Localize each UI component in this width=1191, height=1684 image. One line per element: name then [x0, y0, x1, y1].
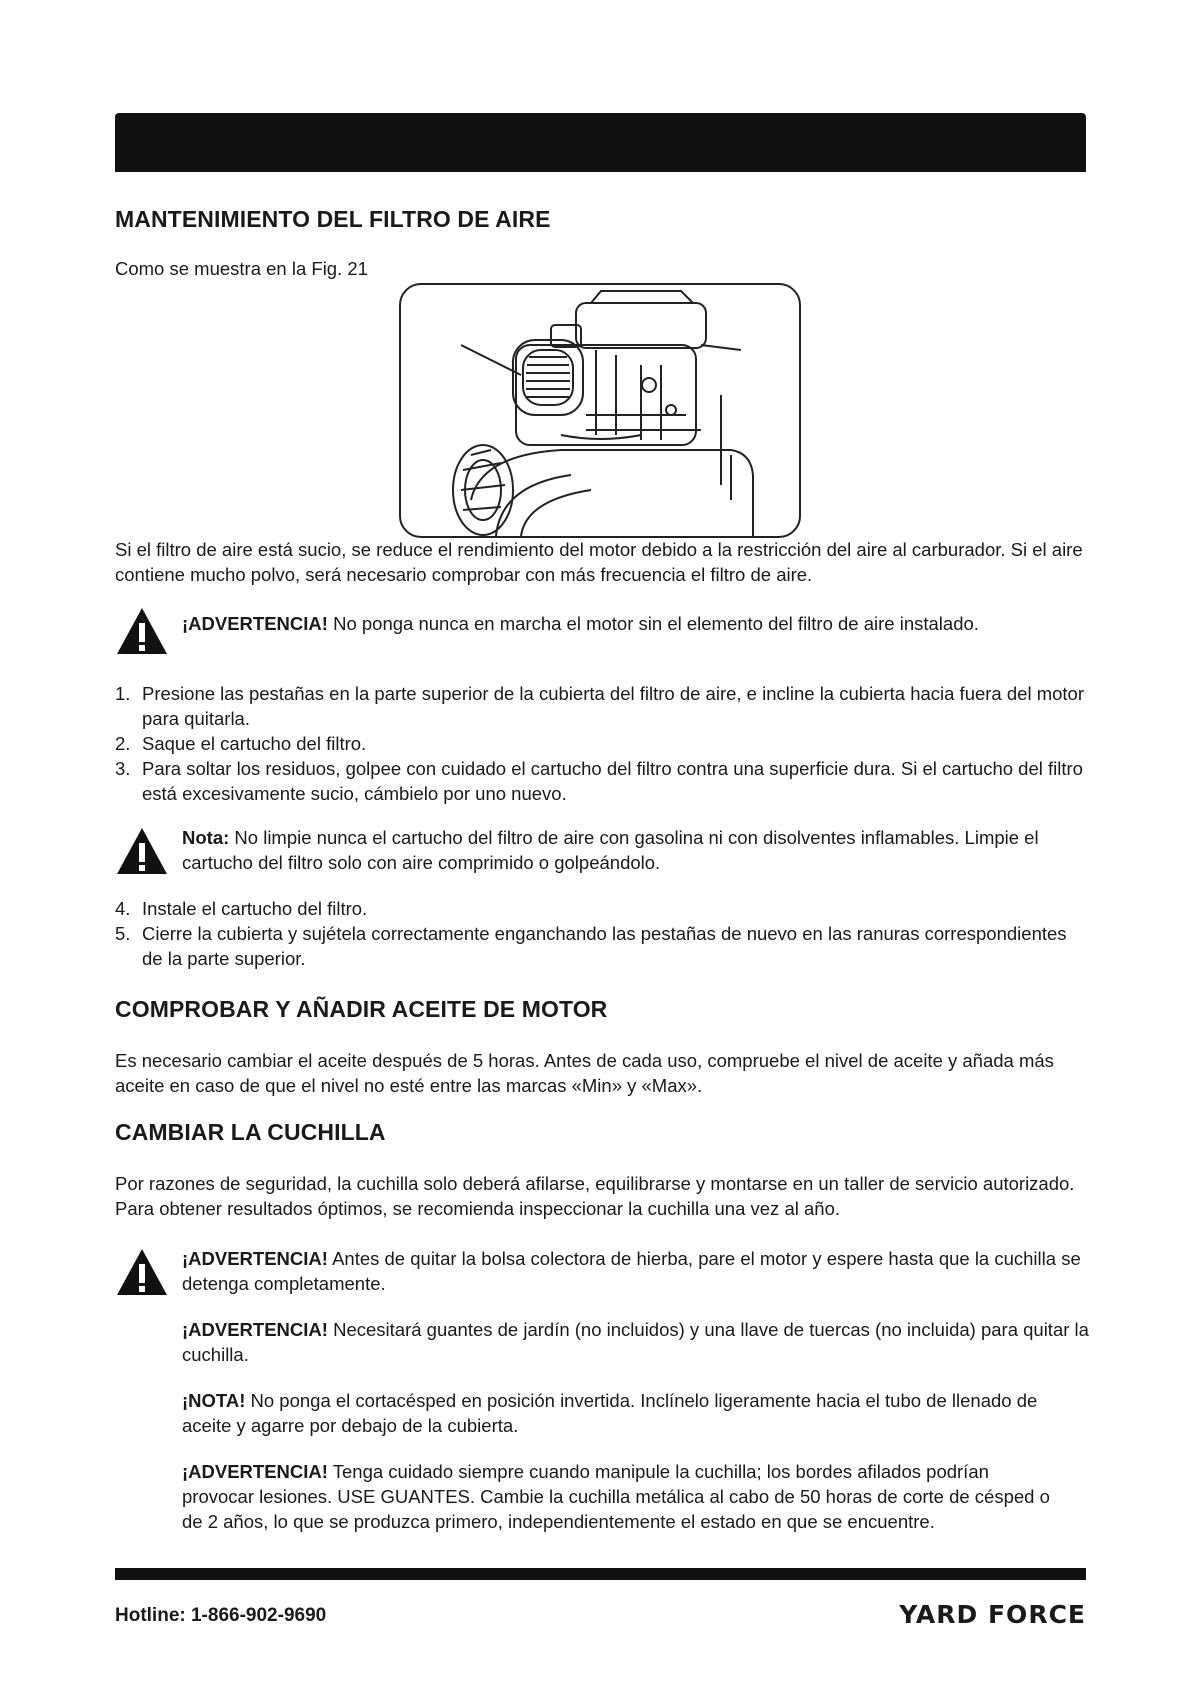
- warning-triangle-icon: [115, 826, 169, 876]
- figure-reference: Como se muestra en la Fig. 21: [115, 258, 368, 279]
- warning-grass-bag: [182, 1246, 1082, 1296]
- warning-triangle-icon: [115, 606, 169, 656]
- list-item: [115, 756, 1100, 806]
- section-title-blade: CAMBIAR LA CUCHILLA: [115, 1119, 386, 1145]
- list-item: [115, 681, 1100, 731]
- warning-body: No ponga nunca en marcha el motor sin el elemento del filtro de aire instalado.: [327, 613, 979, 634]
- warning-no-filter: [182, 611, 1092, 636]
- step-number: 2.: [115, 733, 131, 754]
- list-item: [115, 896, 1075, 921]
- warning-gloves: [182, 1317, 1092, 1367]
- steps-list-2: [115, 896, 1075, 971]
- section-title-oil: COMPROBAR Y AÑADIR ACEITE DE MOTOR: [115, 996, 608, 1022]
- note-no-invert: [182, 1388, 1062, 1438]
- warning-label: ¡ADVERTENCIA!: [182, 613, 328, 634]
- note-label: ¡NOTA!: [182, 1390, 246, 1411]
- step-text: Cierre la cubierta y sujétela correctamente enganchando las pestañas de nuevo en las ranuras correspondientes de la parte superior.: [142, 923, 1067, 969]
- step-number: 1.: [115, 683, 131, 704]
- step-text: Para soltar los residuos, golpee con cuidado el cartucho del filtro contra una superficie dura. Si el cartucho del filtro está excesivamente sucio, cámbielo por uno nuevo.: [142, 758, 1083, 804]
- warning-label: ¡ADVERTENCIA!: [182, 1461, 328, 1482]
- note-cleaning: [182, 825, 1062, 875]
- warning-sharp-blade: [182, 1459, 1062, 1534]
- header-bar: [115, 113, 1086, 172]
- warning-triangle-icon: [115, 1247, 169, 1297]
- step-text: Instale el cartucho del filtro.: [142, 898, 368, 919]
- warning-label: ¡ADVERTENCIA!: [182, 1248, 328, 1269]
- section-title-air-filter: MANTENIMIENTO DEL FILTRO DE AIRE: [115, 206, 551, 232]
- list-item: [115, 731, 1100, 756]
- steps-list-1: [115, 681, 1100, 806]
- note-body: No ponga el cortacésped en posición invertida. Inclínelo ligeramente hacia el tubo de llenado de aceite y agarre por debajo de la cubierta.: [182, 1390, 1038, 1436]
- blade-paragraph: Por razones de seguridad, la cuchilla solo deberá afilarse, equilibrarse y montarse en un taller de servicio autorizado. Para obtener resultados óptimos, se recomienda inspeccionar la cuchilla una vez al año.: [115, 1173, 1075, 1219]
- warning-body: Tenga cuidado siempre cuando manipule la cuchilla; los bordes afilados podrían provocar lesiones. USE GUANTES. Cambie la cuchilla metálica al cabo de 50 horas de corte de césped o de 2 años, lo que se produzca primero, independientemente el estado en que se encuentre.: [182, 1461, 1050, 1532]
- air-filter-paragraph: Si el filtro de aire está sucio, se reduce el rendimiento del motor debido a la restricción del aire al carburador. Si el aire contiene mucho polvo, será necesario comprobar con más frecuencia el filtro de aire.: [115, 539, 1083, 585]
- oil-paragraph: Es necesario cambiar el aceite después de 5 horas. Antes de cada uso, compruebe el nivel de aceite y añada más aceite en caso de que el nivel no esté entre las marcas «Min» y «Max».: [115, 1050, 1054, 1096]
- note-label: Nota:: [182, 827, 230, 848]
- footer-bar: [115, 1568, 1086, 1580]
- engine-illustration: [401, 285, 799, 536]
- step-number: 3.: [115, 758, 131, 779]
- step-number: 5.: [115, 923, 131, 944]
- warning-body: Antes de quitar la bolsa colectora de hierba, pare el motor y espere hasta que la cuchilla se detenga completamente.: [182, 1248, 1081, 1294]
- step-text: Presione las pestañas en la parte superior de la cubierta del filtro de aire, e incline la cubierta hacia fuera del motor para quitarla.: [142, 683, 1084, 729]
- hotline: Hotline: 1-866-902-9690: [115, 1605, 327, 1626]
- list-item: [115, 921, 1075, 971]
- brand-logo: YARD FORCE: [899, 1600, 1086, 1629]
- step-number: 4.: [115, 898, 131, 919]
- warning-label: ¡ADVERTENCIA!: [182, 1319, 328, 1340]
- figure-21-engine-illustration: [399, 283, 801, 538]
- step-text: Saque el cartucho del filtro.: [142, 733, 367, 754]
- warning-body: Necesitará guantes de jardín (no incluidos) y una llave de tuercas (no incluida) para quitar la cuchilla.: [182, 1319, 1089, 1365]
- note-body: No limpie nunca el cartucho del filtro de aire con gasolina ni con disolventes inflamables. Limpie el cartucho del filtro solo con aire comprimido o golpeándolo.: [182, 827, 1039, 873]
